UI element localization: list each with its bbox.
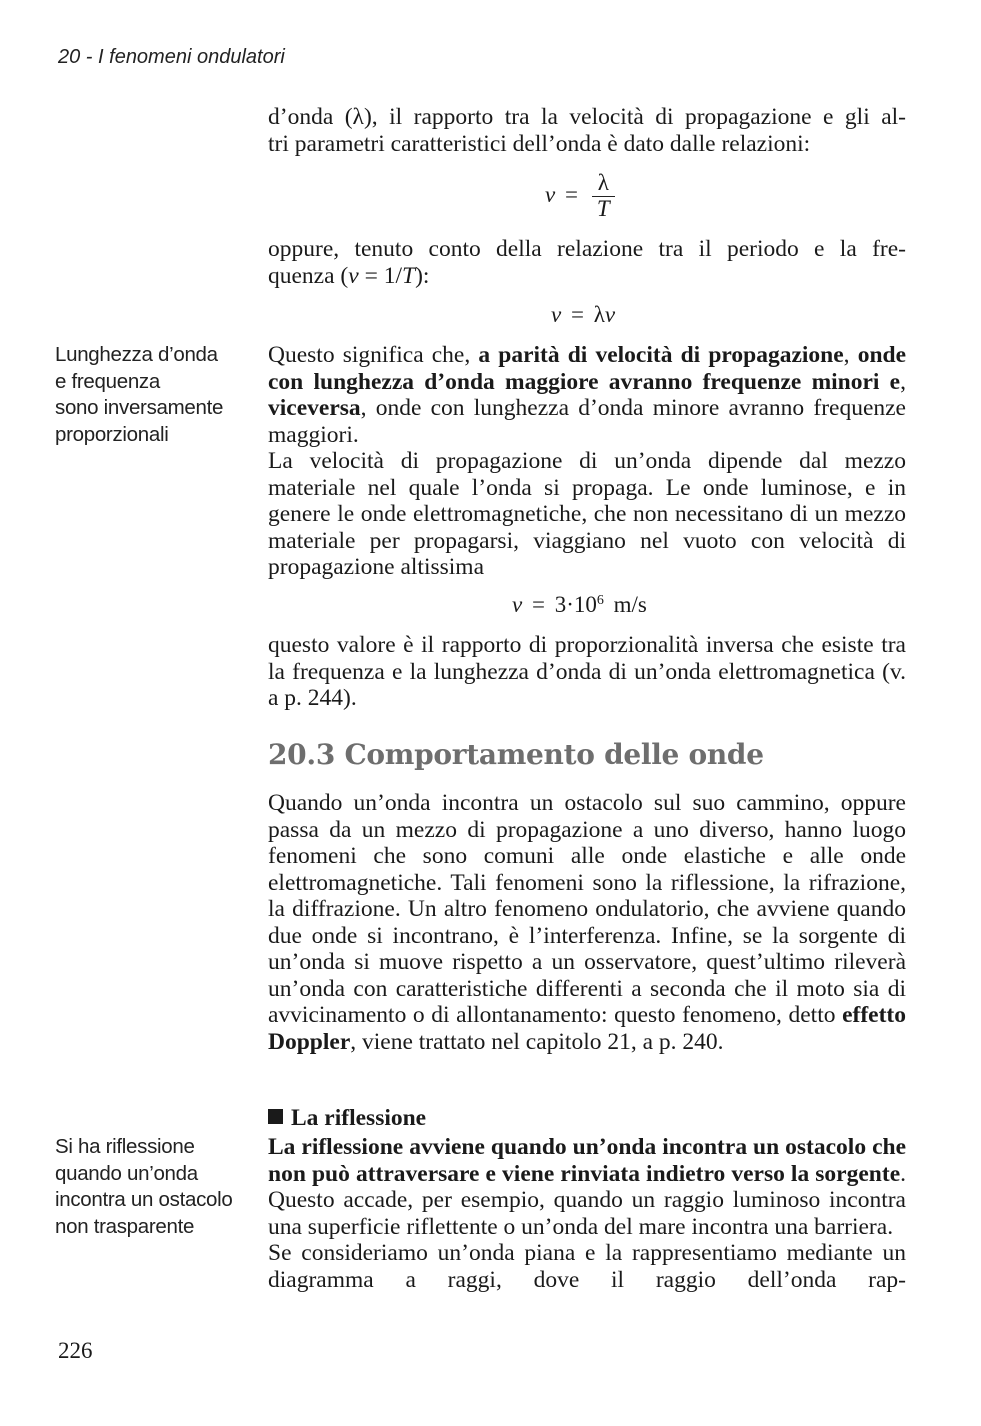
running-head: 20 - I fenomeni ondulatori [58, 46, 285, 68]
riflessione-bold: La riflessione avviene quando un’onda incontra un ostacolo che non può attraversare e viene rinviata indietro verso la sorgente [268, 1134, 906, 1187]
eq2-equals: = [570, 302, 584, 327]
quando-bold: effetto Doppler [268, 1002, 906, 1055]
margin-note-1-line: sono inversamente [55, 396, 224, 419]
margin-note-2-line: non trasparente [55, 1214, 195, 1238]
oppure-paragraph [268, 236, 906, 289]
eq3-lhs: v [512, 592, 523, 617]
questo-text-1: Questo significa che, [268, 342, 479, 368]
margin-note-1-line: e frequenza [55, 369, 160, 393]
eq1-denominator: T [596, 196, 610, 221]
oppure-text-a: quenza ( [268, 262, 349, 289]
subheading-riflessione [268, 1105, 426, 1132]
paragraph-consideriamo: Se consideriamo un’onda piana e la rappresentiamo mediante un diagramma a raggi, dove il raggio dell’onda rap- [268, 1240, 906, 1293]
eq3-exponent: 6 [596, 593, 604, 608]
bullet-square-icon [268, 1109, 283, 1124]
eq1-fraction [592, 172, 615, 221]
page-number: 226 [58, 1338, 93, 1363]
questo-text-3: , [900, 368, 906, 395]
intro-paragraph [268, 104, 906, 157]
oppure-line-2 [268, 263, 906, 290]
eq1-equals: = [564, 181, 578, 207]
subheading-text: La riflessione [291, 1105, 427, 1131]
oppure-text-c: ): [415, 262, 430, 289]
paragraph-riflessione [268, 1134, 906, 1240]
equation-speed-of-light [512, 592, 647, 618]
eq1-lhs: v [545, 181, 556, 207]
riflessione-tail: . Questo accade, per esempio, quando un raggio luminoso incontra una superficie riflettente o un’onda del mare incontra una barriera. [268, 1160, 906, 1240]
oppure-T: T [401, 262, 416, 289]
intro-line-1: d’onda (λ), il rapporto tra la velocità di propagazione e gli al- [268, 104, 906, 130]
oppure-text-b: = 1/ [358, 262, 402, 289]
margin-note-reflection [55, 1134, 255, 1240]
questo-text-4: , onde con lunghezza d’onda minore avranno frequenze maggiori. [268, 395, 906, 448]
paragraph-questo [268, 342, 906, 448]
eq3-equals: = [531, 592, 545, 617]
questo-bold-2: onde con lunghezza d’onda maggiore avranno frequenze minori e [268, 342, 907, 395]
intro-line-2: tri parametri caratteristici dell’onda è dato dalle relazioni: [268, 130, 811, 157]
margin-note-1-line: Lunghezza d’onda [55, 343, 218, 366]
body-block-4 [268, 1134, 906, 1293]
body-block-3 [268, 790, 906, 1055]
questo-bold-3: viceversa [268, 395, 361, 421]
margin-note-2-line: incontra un ostacolo [55, 1188, 233, 1211]
eq2-nu: ν [604, 302, 616, 327]
quando-text: Quando un’onda incontra un ostacolo sul suo cammino, oppure passa da un mezzo di propagazione a uno diverso, hanno luogo fenomeni che sono comuni alle onde elastiche e alle onde elettromagnetiche. Tali fenomeni sono la riflessione, la rifrazione, la diffrazione. Un altro fenomeno ondulatorio, che avviene quando due onde si incontrano, è l’interferenza. Infine, se la sorgente di un’onda si muove rispetto a un osservatore, quest’ultimo rileverà un’onda con caratteristiche differenti a seconda che il moto sia di avvicinamento o di allontanamento: questo fenomeno, detto [268, 790, 906, 1028]
paragraph-valore: questo valore è il rapporto di proporzionalità inversa che esiste tra la frequenza e la lunghezza d’onda di un’onda elettromagnetica (v. a p. 244). [268, 632, 906, 711]
body-block-2 [268, 632, 906, 712]
paragraph-quando [268, 790, 906, 1055]
equation-velocity-frequency [551, 302, 615, 328]
margin-note-2-line: Si ha riflessione [55, 1135, 195, 1158]
eq2-lhs: v [551, 302, 562, 327]
eq2-lambda: λ [593, 302, 605, 327]
eq3-unit: m/s [613, 592, 647, 617]
section-title: 20.3 Comportamento delle onde [268, 738, 764, 771]
margin-note-wavelength-frequency [55, 342, 255, 448]
body-block-1 [268, 342, 906, 581]
oppure-nu: ν [348, 262, 359, 289]
margin-note-2-line: quando un’onda [55, 1161, 198, 1185]
oppure-line-1: oppure, tenuto conto della relazione tra il periodo e la fre- [268, 236, 906, 262]
questo-bold-1: a parità di velocità di propagazione [478, 342, 844, 368]
questo-text-2: , [843, 342, 858, 368]
paragraph-velocita: La velocità di propagazione di un’onda dipende dal mezzo materiale nel quale l’onda si propaga. Le onde luminose, e in genere le onde elettromagnetiche, che non necessitano di un mezzo materiale per propagarsi, viaggiano nel vuoto con velocità di propagazione altissima [268, 448, 906, 580]
eq3-base: 3·10 [554, 592, 597, 617]
eq1-numerator: λ [592, 172, 615, 197]
margin-note-1-line: proporzionali [55, 422, 169, 446]
quando-tail: , viene trattato nel capitolo 21, a p. 240. [350, 1028, 724, 1055]
equation-velocity-period [545, 172, 615, 221]
